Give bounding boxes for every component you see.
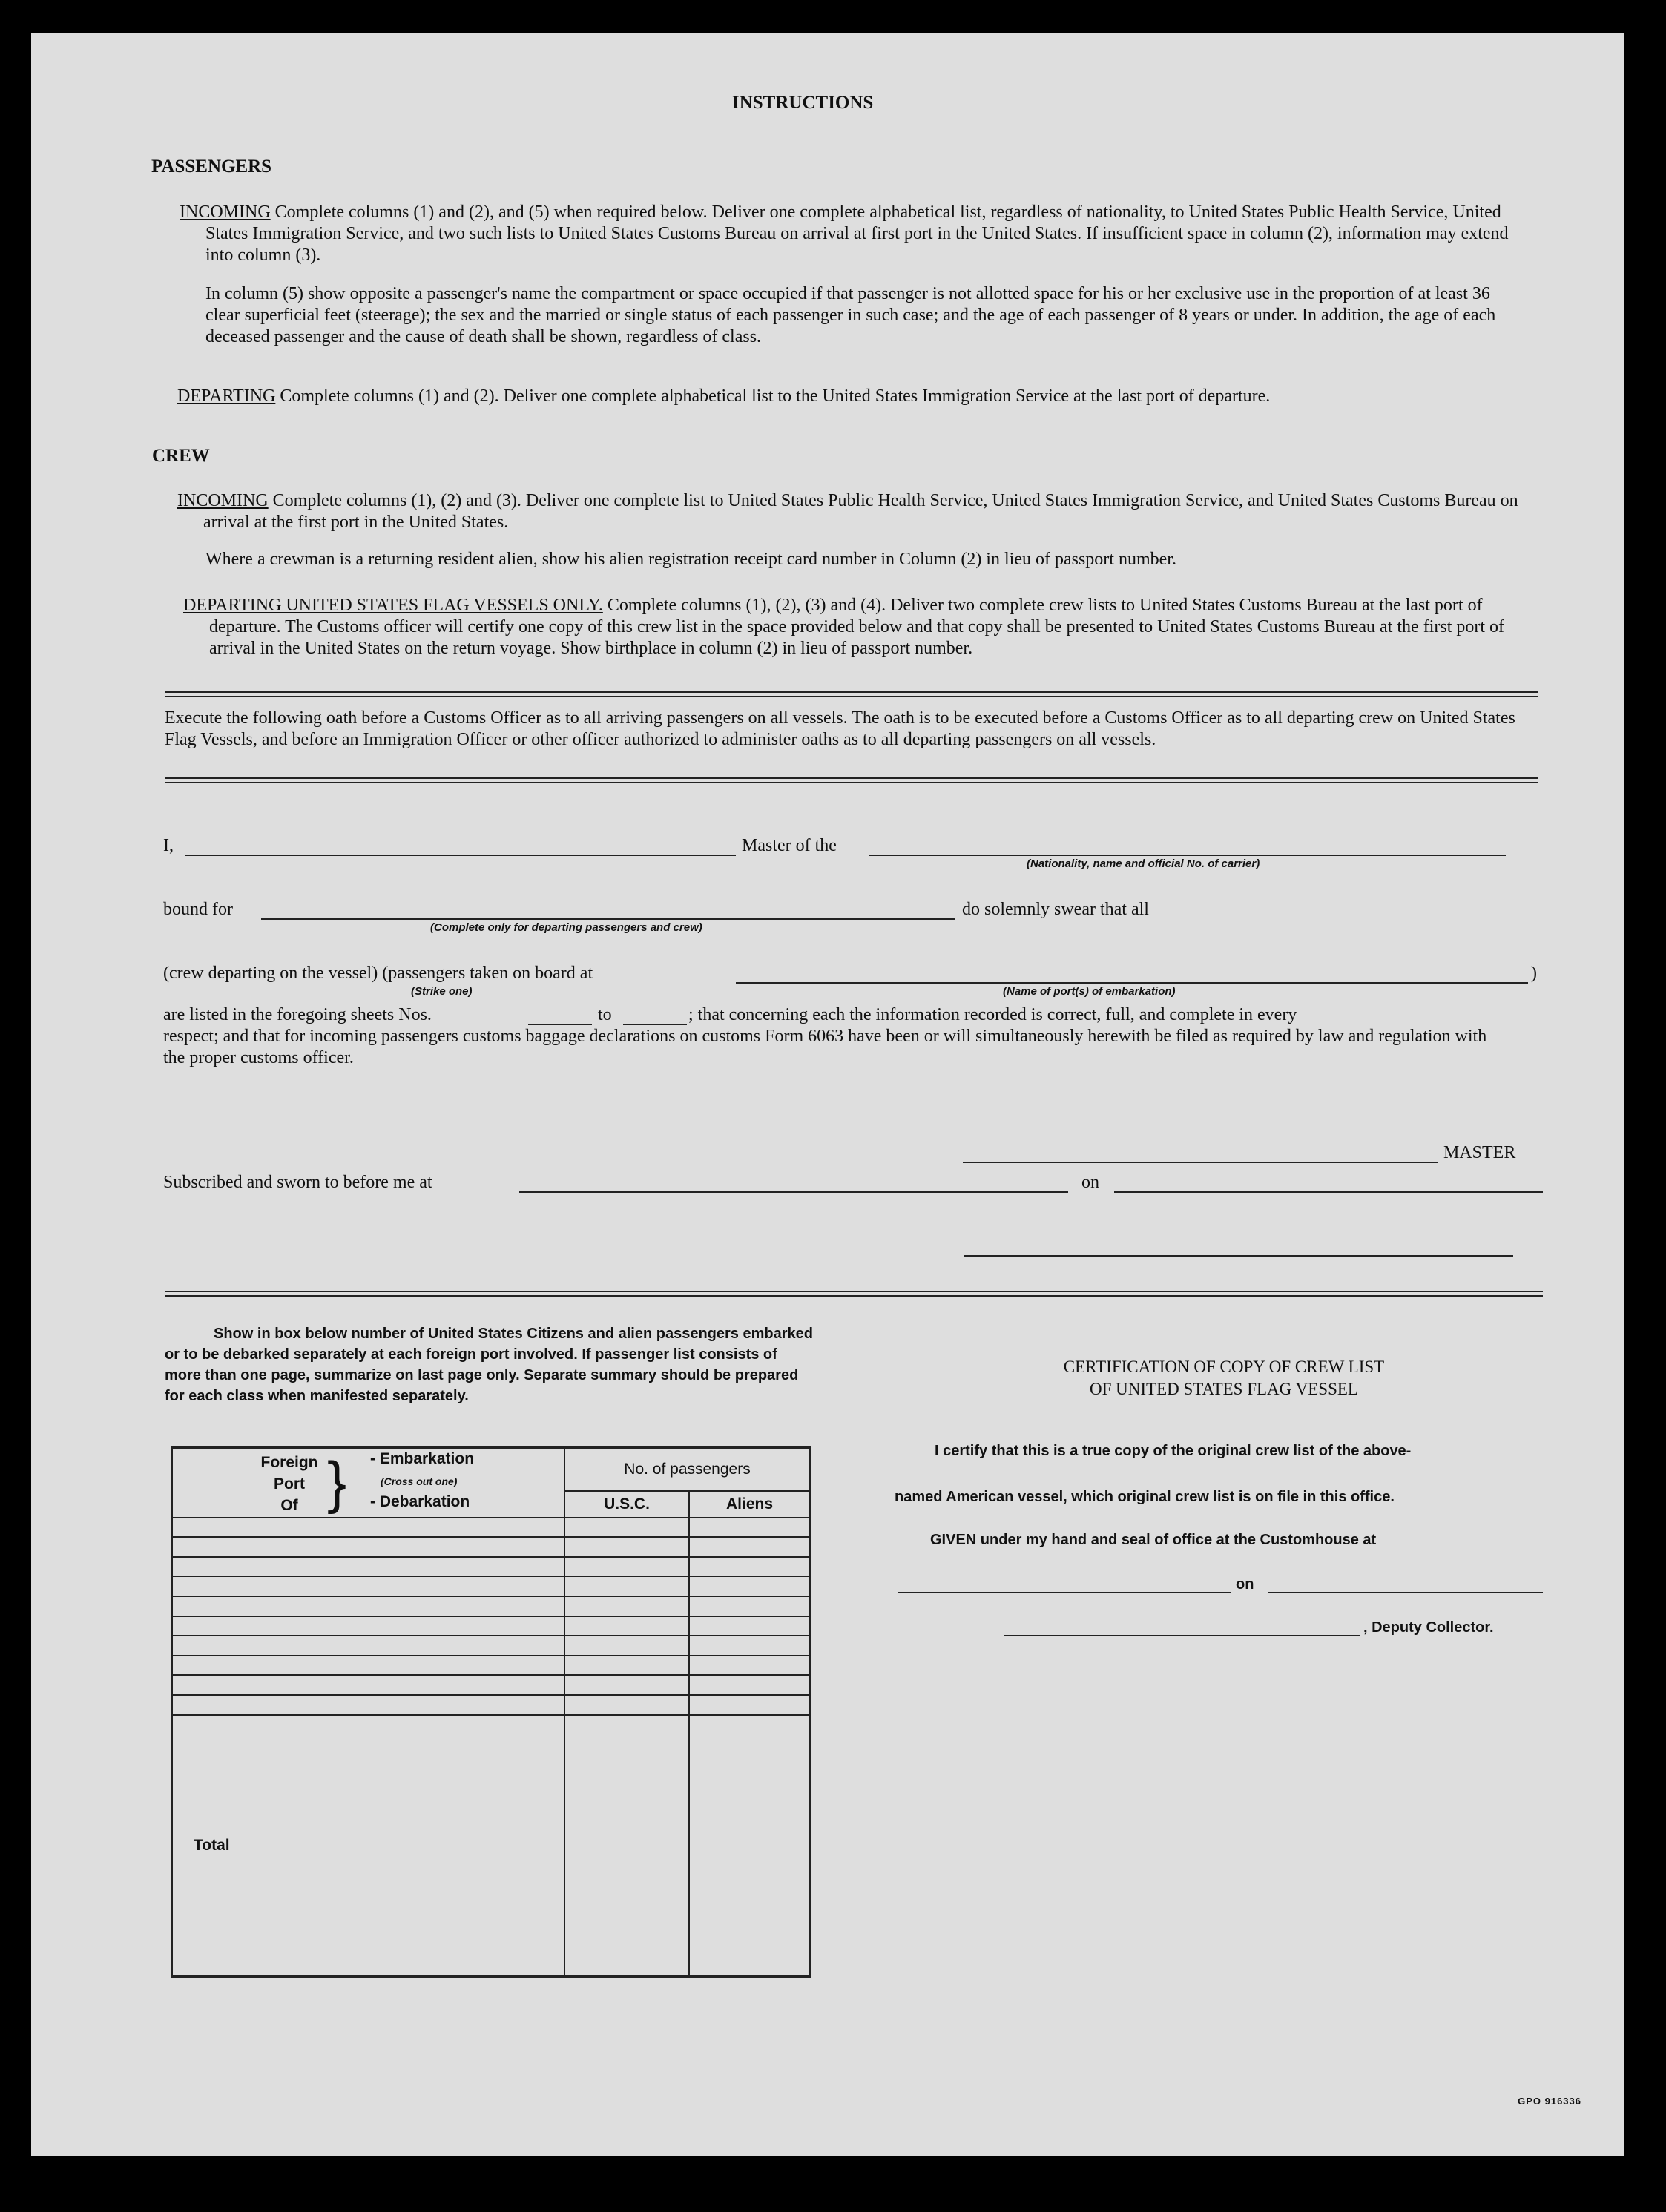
no-passengers-header: No. of passengers <box>564 1448 811 1491</box>
port-cell[interactable] <box>172 1636 565 1656</box>
embarkation-port-caption: (Name of port(s) of embarkation) <box>1003 985 1176 998</box>
aliens-cell[interactable] <box>689 1636 811 1656</box>
usc-cell[interactable] <box>564 1616 689 1636</box>
master-name-field[interactable] <box>185 855 736 856</box>
crew-departing-label: DEPARTING UNITED STATES FLAG VESSELS ONLY. <box>183 596 603 615</box>
deputy-signature-field[interactable] <box>1004 1635 1360 1636</box>
crew-incoming-text: Complete columns (1), (2) and (3). Deliver one complete list to United States Public Health Service, United States Immigration Service, and United States Customs Bureau on arrival at the first port in the United States. <box>203 491 1518 532</box>
embarkation-label: - Embarkation <box>370 1450 475 1467</box>
usc-cell[interactable] <box>564 1695 689 1715</box>
usc-cell[interactable] <box>564 1537 689 1557</box>
listed-text-3: respect; and that for incoming passengers customs baggage declarations on customs Form 6063 have been or will simultaneously herewith be filed as required by law and regulation with the proper customs officer. <box>163 1027 1487 1067</box>
total-row <box>172 1715 811 1977</box>
port-cell[interactable] <box>172 1537 565 1557</box>
summary-instructions: Show in box below number of United States Citizens and alien passengers embarked or to be debarked separately at each foreign port involved. If passenger list consists of more than one page, summarize on last page only. Separate summary should be prepared for each class when manifested separately. <box>165 1326 813 1404</box>
bound-for-field[interactable] <box>261 918 955 920</box>
port-cell[interactable] <box>172 1675 565 1695</box>
swear-label: do solemnly swear that all <box>962 900 1149 919</box>
foreign-port-header <box>172 1448 565 1518</box>
port-cell[interactable] <box>172 1518 565 1538</box>
usc-cell[interactable] <box>564 1576 689 1596</box>
table-row <box>172 1557 811 1577</box>
table-row <box>172 1675 811 1695</box>
port-cell[interactable] <box>172 1656 565 1676</box>
port-cell[interactable] <box>172 1596 565 1616</box>
usc-cell[interactable] <box>564 1656 689 1676</box>
passengers-heading: PASSENGERS <box>151 157 272 177</box>
aliens-cell[interactable] <box>689 1557 811 1577</box>
of-label: Of <box>280 1497 298 1514</box>
aliens-cell[interactable] <box>689 1695 811 1715</box>
crew-departing-paragraph <box>183 595 1533 659</box>
aliens-cell[interactable] <box>689 1518 811 1538</box>
crew-incoming-note: Where a crewman is a returning resident alien, show his alien registration receipt card number in Column (2) in lieu of passport number. <box>205 550 1176 569</box>
certification-line-3: GIVEN under my hand and seal of office at the Customhouse at <box>930 1532 1377 1548</box>
table-row <box>172 1636 811 1656</box>
carrier-caption: (Nationality, name and official No. of carrier) <box>1027 858 1260 870</box>
master-signature-field[interactable] <box>963 1162 1438 1163</box>
aliens-header: Aliens <box>689 1491 811 1518</box>
sheet-from-field[interactable] <box>528 1024 592 1025</box>
divider-double-bottom <box>165 1291 1543 1297</box>
certification-on-label: on <box>1236 1576 1254 1593</box>
aliens-cell[interactable] <box>689 1616 811 1636</box>
divider-double-top <box>165 691 1538 697</box>
table-row <box>172 1596 811 1616</box>
certification-title-2: OF UNITED STATES FLAG VESSEL <box>1090 1380 1358 1398</box>
total-aliens-cell[interactable] <box>689 1715 811 1977</box>
passengers-incoming-text: Complete columns (1) and (2), and (5) when required below. Deliver one complete alphabetical list, regardless of nationality, to United States Public Health Service, United States Immigration Service, and two such lists to United States Customs Bureau on arrival at first port in the United States. If insufficient space in column (2), information may extend into column (3). <box>205 203 1509 265</box>
oath-i-label: I, <box>163 836 174 855</box>
certification-date-field[interactable] <box>1268 1592 1543 1593</box>
deputy-collector-label: , Deputy Collector. <box>1363 1619 1494 1636</box>
officer-signature-field[interactable] <box>964 1255 1513 1257</box>
cross-out-caption: (Cross out one) <box>381 1475 458 1487</box>
crew-heading: CREW <box>152 446 210 466</box>
passenger-summary-table <box>171 1446 811 1978</box>
oath-intro: Execute the following oath before a Customs Officer as to all arriving passengers on all vessels. The oath is to be executed before a Customs Officer as to all departing crew on United States Flag Vessels, and before an Immigration Officer or other officer authorized to administer oaths as to all departing passengers on all vessels. <box>165 708 1515 749</box>
usc-cell[interactable] <box>564 1557 689 1577</box>
close-paren: ) <box>1531 964 1537 983</box>
table-row <box>172 1576 811 1596</box>
divider-double-oath <box>165 777 1538 783</box>
customhouse-field[interactable] <box>898 1592 1231 1593</box>
strike-one-text: (crew departing on the vessel) (passengers taken on board at <box>163 964 593 983</box>
table-row <box>172 1616 811 1636</box>
passengers-departing-text: Complete columns (1) and (2). Deliver one complete alphabetical list to the United States Immigration Service at the last port of departure. <box>275 386 1271 406</box>
aliens-cell[interactable] <box>689 1656 811 1676</box>
port-label: Port <box>274 1475 305 1492</box>
passengers-incoming-label: INCOMING <box>180 203 271 222</box>
certification-line-1: I certify that this is a true copy of the original crew list of the above- <box>935 1443 1412 1459</box>
debarkation-label: - Debarkation <box>370 1493 470 1510</box>
usc-cell[interactable] <box>564 1596 689 1616</box>
bound-for-label: bound for <box>163 900 233 919</box>
sworn-on-label: on <box>1081 1173 1099 1192</box>
strike-one-caption: (Strike one) <box>411 985 473 998</box>
page-title: INSTRUCTIONS <box>732 93 874 113</box>
aliens-cell[interactable] <box>689 1576 811 1596</box>
passengers-incoming-paragraph <box>180 202 1533 266</box>
subscribed-label: Subscribed and sworn to before me at <box>163 1173 432 1192</box>
listed-text-1: are listed in the foregoing sheets Nos. <box>163 1005 432 1024</box>
usc-cell[interactable] <box>564 1636 689 1656</box>
listed-to-label: to <box>598 1005 612 1024</box>
sworn-place-field[interactable] <box>519 1191 1068 1193</box>
passengers-departing-paragraph <box>177 386 1533 407</box>
passengers-incoming-note: In column (5) show opposite a passenger's name the compartment or space occupied if that passenger is not allotted space for his or her exclusive use in the proportion of at least 36 clear superficial feet (steerage); the sex and the married or single status of each passenger in such case; and the age of each passenger of 8 years or under. In addition, the age of each deceased passenger and the cause of death shall be shown, regardless of class. <box>205 284 1496 346</box>
bound-for-caption: (Complete only for departing passengers and crew) <box>430 921 702 934</box>
master-label: MASTER <box>1443 1143 1516 1162</box>
port-cell[interactable] <box>172 1616 565 1636</box>
table-row <box>172 1518 811 1538</box>
table-row <box>172 1656 811 1676</box>
table-row <box>172 1695 811 1715</box>
total-usc-cell[interactable] <box>564 1715 689 1977</box>
aliens-cell[interactable] <box>689 1537 811 1557</box>
usc-cell[interactable] <box>564 1675 689 1695</box>
crew-incoming-paragraph <box>177 490 1533 533</box>
port-cell[interactable] <box>172 1557 565 1577</box>
crew-departing-text: Complete columns (1), (2), (3) and (4). Deliver two complete crew lists to United States Customs Bureau at the last port of departure. The Customs officer will certify one copy of this crew list in the space provided below and that copy shall be presented to United States Customs Bureau at the first port of arrival in the United States on the return voyage. Show birthplace in column (2) in lieu of passport number. <box>209 596 1505 658</box>
port-cell[interactable] <box>172 1576 565 1596</box>
listed-text-2: ; that concerning each the information recorded is correct, full, and complete in every <box>688 1005 1297 1024</box>
usc-header: U.S.C. <box>564 1491 689 1518</box>
foreign-label: Foreign <box>260 1454 318 1471</box>
master-of-the-label: Master of the <box>742 836 837 855</box>
sworn-date-field[interactable] <box>1114 1191 1543 1193</box>
certification-line-2: named American vessel, which original crew list is on file in this office. <box>895 1489 1395 1505</box>
brace-glyph: } <box>327 1449 347 1515</box>
table-row <box>172 1537 811 1557</box>
crew-incoming-label: INCOMING <box>177 491 269 510</box>
aliens-cell[interactable] <box>689 1596 811 1616</box>
aliens-cell[interactable] <box>689 1675 811 1695</box>
passengers-departing-label: DEPARTING <box>177 386 276 406</box>
form-sheet <box>31 33 1624 2156</box>
total-label: Total <box>172 1715 565 1977</box>
embarkation-port-field[interactable] <box>736 982 1528 984</box>
certification-title-1: CERTIFICATION OF COPY OF CREW LIST <box>1063 1357 1385 1376</box>
usc-cell[interactable] <box>564 1518 689 1538</box>
carrier-field[interactable] <box>869 855 1506 856</box>
sheet-to-field[interactable] <box>623 1024 687 1025</box>
port-cell[interactable] <box>172 1695 565 1715</box>
gpo-number: GPO 916336 <box>1518 2096 1581 2107</box>
